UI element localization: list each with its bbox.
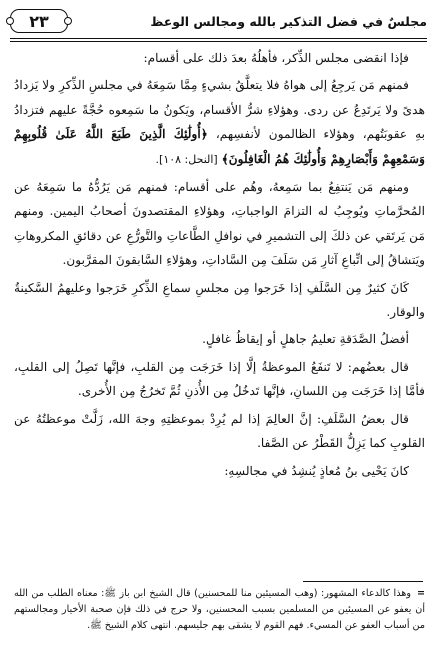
paragraph-4: كَانَ كثيرٌ مِن السَّلَفِ إذا خَرَجوا مِن مجلسِ سماعِ الذِّكرِ خَرَجوا وعليهمُ السَّكينةُ والوقار. — [14, 280, 425, 320]
quran-verse: ﴿أُولَٰئِكَ الَّذِينَ طَبَعَ اللَّهُ عَلَىٰ قُلُوبِهِمْ وَسَمْعِهِمْ وَأَبْصَارِهِمْ وَأُولَٰئِكَ هُمُ الْغَافِلُونَ﴾ — [14, 127, 425, 166]
footnote-marker: = — [416, 588, 425, 599]
paragraph-1: فإذا انقضى مجلس الذِّكر، فأهلُهُ بعدَ ذلك على أقسام: — [143, 51, 409, 65]
footnote-text: وهذا كالدعاء المشهور: (وهب المسيئين منا للمحسنين) قال الشيخ ابن باز ﷺ: معناه الطلب من الله أن يعفو عن المسيئين من المسلمين بسبب المحسنين، ولا حرج في ذلك فإن صحبة الأخيار ومجالستهم من أسباب العفو عن المسيء. فهم القوم لا يشقى بهم جليسهم. انتهى كلام الشيخ ﷺ. — [14, 588, 425, 631]
footnote-rule — [303, 581, 423, 582]
page-header — [10, 6, 427, 36]
paragraph-8: كانَ يَحْيى بنُ مُعاذٍ يُنشِدُ في مجالسِهِ: — [224, 463, 409, 478]
paragraph-3: ومنهم مَن يَنتفِعُ بما سَمِعهُ، وهُم على أقسام: فمنهم مَن يَرُدُّهُ ما سَمِعَهُ عن المُحرَّماتِ ويُوجِبُ له التزامَ الواجباتِ، وهؤلاءِ المقتصدونَ أصحابُ اليمين. ومنهم مَن يَرتَقي عن ذلكَ إلى التشميرِ في نوافلِ الطَّاعاتِ والتَّورُّعِ عن دقائقِ المكروهاتِ ويَتشاقُ إلى اتِّباعِ آثارِ مَن سَلَفَ مِن السَّاداتِ، وهؤلاءِ السَّابقونَ المقرَّبون. — [14, 180, 425, 268]
paragraph-6: قال بعضُهم: لا تَنفَعُ الموعظةُ إلَّا إذا خَرَجَت مِن القلبِ، فإنَّها تَصِلُ إلى القلبِ، فأمَّا إذا خَرَجَت مِن اللسانِ، فإنَّها تَدخُلُ مِن الأُذنِ ثُمَّ تَخرُجُ مِن الأُخرى. — [14, 359, 425, 399]
paragraph-2-text: فمنهم مَن يَرجِعُ إلى هواهُ فلا يتعلَّقُ بشيءٍ مِمَّا سَمِعَهُ في مجلسِ الذِّكرِ ولا يَزدادُ هدىً ولا يَرتَدِعُ عن ردى. وهؤلاءِ شرُّ الأقسام، ويَكونُ ما سَمِعوه حُجَّةً عليهم فتزدادُ بهِ عقوبَتُهم، وهؤلاء الظالمون لأنفسِهم، — [14, 78, 426, 142]
footnote — [14, 586, 425, 634]
paragraph-2 — [14, 73, 425, 172]
running-title: مجلسٌ في فضل التذكير بالله ومجالس الوعظ — [150, 13, 427, 29]
verse-reference: [النحل: ١٠٨]. — [155, 152, 218, 166]
page-number: ٢٣ — [10, 9, 68, 33]
paragraph-7: قال بعضُ السَّلَفِ: إنَّ العالِمَ إذا لم يُرِدْ بموعظتِهِ وجهَ الله، زَلَّتْ موعظتُهُ عن القلوبِ كما يَزِلُّ القَطْرُ عن الصَّفا. — [14, 411, 425, 451]
main-text — [14, 46, 425, 486]
paragraph-5: أفضلُ الصَّدَقةِ تعليمُ جاهلٍ أو إيقاظُ غافلٍ. — [202, 332, 409, 347]
header-rule — [10, 38, 427, 42]
